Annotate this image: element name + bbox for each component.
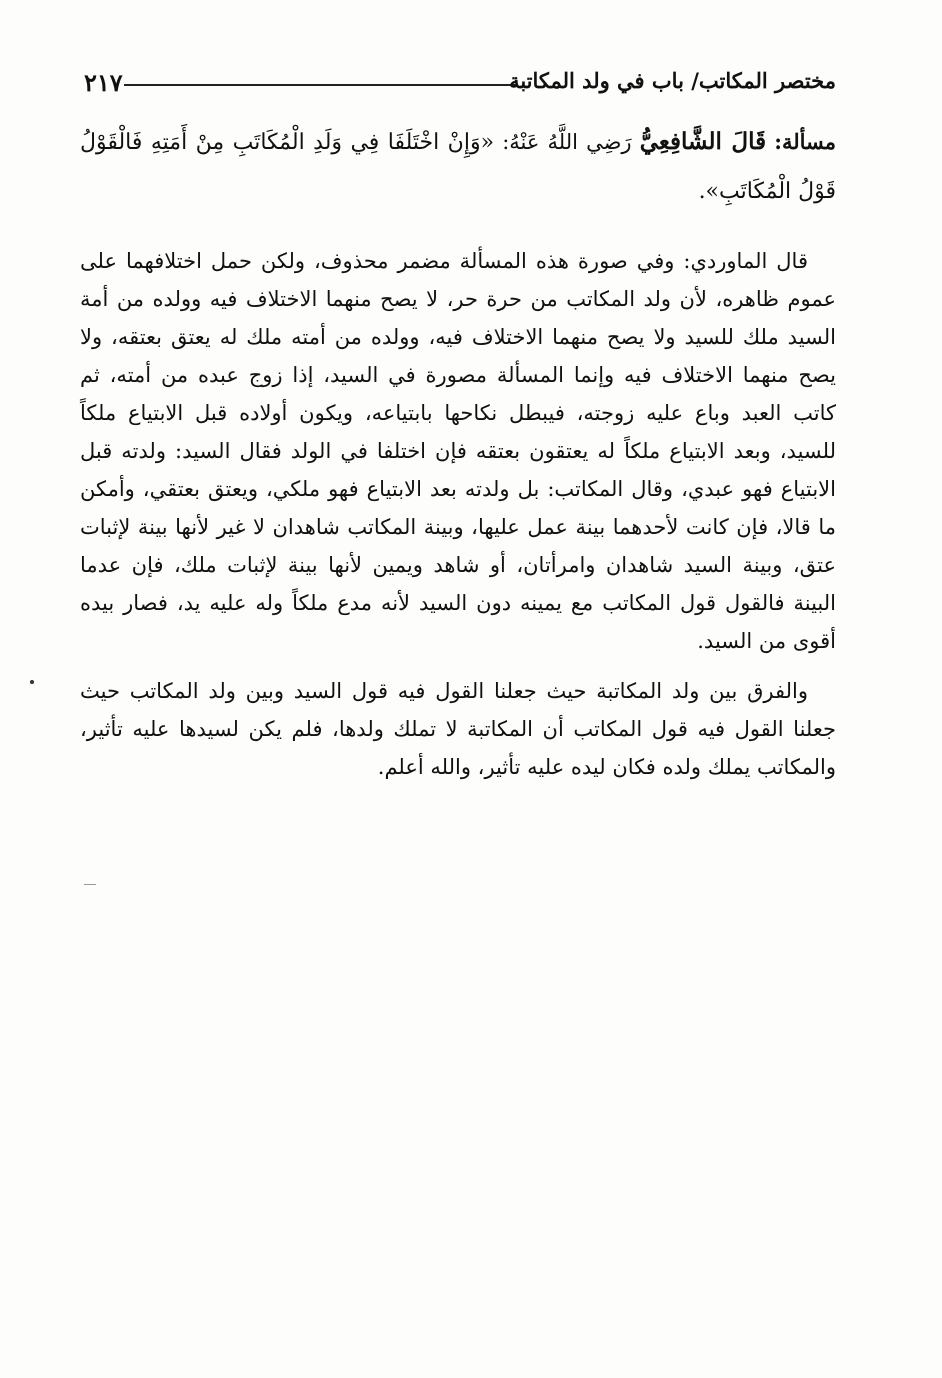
running-title: مختصر المكاتب/ باب في ولد المكاتبة <box>509 68 836 93</box>
commentary-paragraph: قال الماوردي: وفي صورة هذه المسألة مضمر محذوف، ولكن حمل اختلافهما على عموم ظاهره، لأن ولد المكاتب من حرة حر، لا يصح منهما الاختلاف فيه وولده من أمة السيد ملك للسيد ولا يصح منهما الاختلاف فيه، وولده من أمته ملك له يعتق بعتقه، ولا يصح منهما الاختلاف فيه وإنما المسألة مصورة في السيد، إذا زوج عبده من أمته، ثم كاتب العبد وباع عليه زوجته، فيبطل نكاحها بابتياعه، ويكون أولاده قبل الابتياع ملكاً للسيد، وبعد الابتياع ملكاً له يعتقون بعتقه فإن اختلفا في الولد فقال السيد: ولدته قبل الابتياع فهو عبدي، وقال المكاتب: بل ولدته بعد الابتياع فهو ملكي، ويعتق بعتقي، وأمكن ما قالا، فإن كانت لأحدهما بينة عمل عليها، وبينة المكاتب شاهدان لا غير لأنها بينة لإثبات عتق، وبينة السيد شاهدان وامرأتان، أو شاهد ويمين لأنها بينة لإثبات ملك، فإن عدما البينة فالقول قول المكاتب مع يمينه دون السيد لأنه مدع ملكاً وله عليه يد، فصار بيده أقوى من السيد. <box>80 249 836 653</box>
conclusion-paragraph: والفرق بين ولد المكاتبة حيث جعلنا القول فيه قول السيد وبين ولد المكاتب حيث جعلنا القول فيه قول المكاتب أن المكاتبة لا تملك ولدها، فلم يكن لسيدها عليه تأثير، والمكاتب يملك ولده فكان ليده عليه تأثير، والله أعلم. <box>80 679 836 779</box>
issue-statement <box>80 118 836 216</box>
main-text <box>80 118 836 786</box>
speaker-name: قَالَ الشَّافِعِيُّ <box>639 128 767 155</box>
header-rule <box>124 84 516 86</box>
margin-dot <box>30 680 34 684</box>
running-header <box>84 62 836 106</box>
issue-label: مسألة: <box>774 129 837 154</box>
honorific: رَضِي اللَّهُ عَنْهُ: <box>502 130 632 154</box>
quoted-text: «وَإِنْ اخْتَلَفَا فِي وَلَدِ الْمُكَاتَبِ مِنْ أَمَتِهِ فَالْقَوْلُ قَوْلُ الْمُكَاتَبِ». <box>80 130 836 204</box>
page-number: ٢١٧ <box>84 68 123 97</box>
margin-mark <box>84 884 96 885</box>
